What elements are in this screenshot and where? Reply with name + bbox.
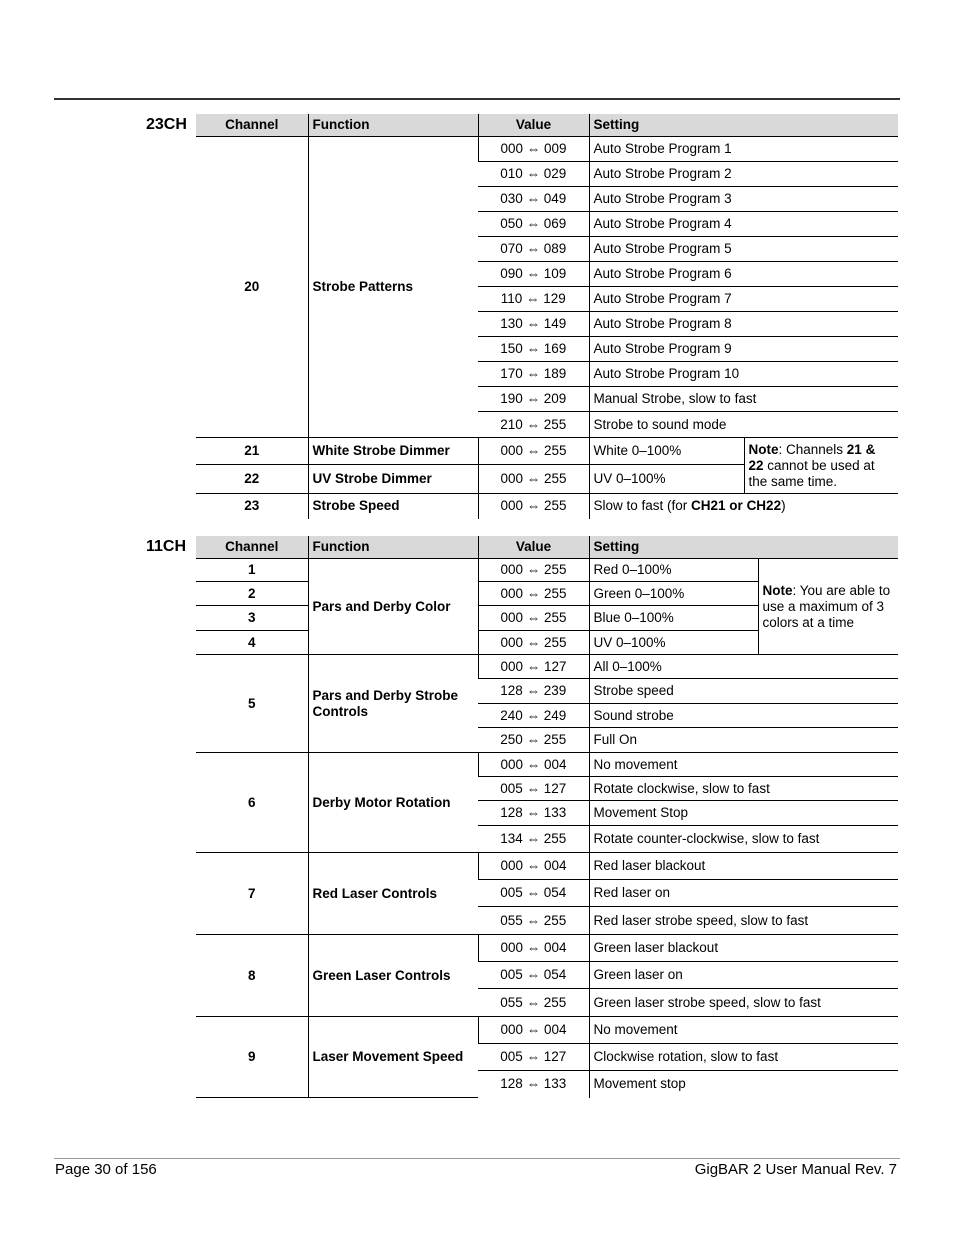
table-header-row [196,114,898,137]
value-range: 170 ⇔ 189 [478,362,589,387]
section-label-11ch: 11CH [146,538,187,555]
note-text: : You are able to use a maximum of 3 colors at a time [762,582,891,630]
value-range: 000 ⇔ 127 [478,655,589,679]
function-name: Strobe Patterns [308,137,478,438]
value-range: 000 ⇔ 255 [478,559,589,582]
channel-number: 4 [196,631,308,655]
value-range: 050 ⇔ 069 [478,212,589,237]
section-label-23ch: 23CH [146,116,187,133]
function-name: Laser Movement Speed [308,1017,478,1098]
channel-number: 2 [196,582,308,606]
setting-text [589,494,898,519]
value-range: 000 ⇔ 004 [478,753,589,777]
value-range: 000 ⇔ 004 [478,935,589,962]
setting-text: Red laser blackout [589,853,898,880]
function-name: Derby Motor Rotation [308,753,478,853]
setting-text: Auto Strobe Program 3 [589,187,898,212]
header-channel: Channel [196,536,308,559]
setting-text: No movement [589,753,898,777]
value-range: 005 ⇔ 127 [478,1044,589,1071]
setting-text: Rotate counter-clockwise, slow to fast [589,826,898,853]
table-row [196,935,898,962]
setting-text: Red 0–100% [589,559,758,582]
setting-text: Full On [589,728,898,753]
setting-text: Strobe to sound mode [589,412,898,438]
setting-text: Strobe speed [589,679,898,704]
header-function: Function [308,536,478,559]
channel-number: 8 [196,935,308,1017]
value-range: 000 ⇔ 009 [478,137,589,162]
setting-text: Sound strobe [589,704,898,728]
note-channels: 21 & 22 [748,441,876,473]
setting-text: No movement [589,1017,898,1044]
setting-text: UV 0–100% [589,631,758,655]
channel-number: 9 [196,1017,308,1098]
value-range: 128 ⇔ 133 [478,801,589,826]
channel-number: 23 [244,498,260,514]
setting-text: Movement Stop [589,801,898,826]
channel-number: 22 [196,465,308,494]
function-name: Green Laser Controls [308,935,478,1017]
table-header-row [196,536,898,559]
value-range: 240 ⇔ 249 [478,704,589,728]
value-range: 134 ⇔ 255 [478,826,589,853]
footer-rule [54,1158,900,1159]
value-range: 000 ⇔ 255 [478,606,589,631]
note-text: : Channels [778,441,847,457]
function-name: Strobe Speed [308,494,478,519]
value-range: 055 ⇔ 255 [478,989,589,1017]
setting-text: Green laser on [589,962,898,989]
function-name: Red Laser Controls [308,853,478,935]
header-setting: Setting [589,114,898,137]
setting-text: Red laser on [589,880,898,907]
table-row [196,438,898,465]
value-range: 000 ⇔ 255 [478,438,589,465]
function-name: Pars and Derby Strobe Controls [308,655,478,753]
value-range: 070 ⇔ 089 [478,237,589,262]
value-range: 128 ⇔ 239 [478,679,589,704]
setting-text: Auto Strobe Program 4 [589,212,898,237]
value-range: 190 ⇔ 209 [478,387,589,412]
channel-number: 6 [196,753,308,853]
note-channels-21-22 [744,438,898,494]
manual-title: GigBAR 2 User Manual Rev. 7 [694,1161,897,1178]
setting-text: Auto Strobe Program 9 [589,337,898,362]
table-row [196,655,898,679]
setting-text: Auto Strobe Program 6 [589,262,898,287]
value-range: 005 ⇔ 054 [478,880,589,907]
value-range: 030 ⇔ 049 [478,187,589,212]
table-row [196,853,898,880]
setting-text: Auto Strobe Program 10 [589,362,898,387]
table-row [196,494,898,519]
value-range: 210 ⇔ 255 [478,412,589,438]
table-row [196,137,898,162]
setting-text: Blue 0–100% [589,606,758,631]
table-row [196,559,898,582]
value-range: 055 ⇔ 255 [478,907,589,935]
note-label: Note [748,441,779,457]
value-range: 250 ⇔ 255 [478,728,589,753]
setting-text: Red laser strobe speed, slow to fast [589,907,898,935]
header-function: Function [308,114,478,137]
setting-text: Auto Strobe Program 2 [589,162,898,187]
header-value: Value [478,114,589,137]
value-range: 005 ⇔ 127 [478,777,589,801]
function-name: UV Strobe Dimmer [308,465,478,494]
value-range: 000 ⇔ 255 [478,465,589,494]
setting-text: Green laser strobe speed, slow to fast [589,989,898,1017]
setting-text: Green 0–100% [589,582,758,606]
channel-number: 7 [196,853,308,935]
page-number: Page 30 of 156 [55,1161,157,1178]
table-11ch [196,536,898,1098]
setting-text: White 0–100% [589,438,744,465]
table-23ch [196,114,898,519]
table-row [196,1017,898,1044]
header-setting: Setting [589,536,898,559]
setting-text: Rotate clockwise, slow to fast [589,777,898,801]
channel-number: 20 [196,137,308,438]
setting-text: Auto Strobe Program 7 [589,287,898,312]
setting-text: Movement stop [589,1071,898,1098]
note-max-colors [758,559,898,655]
value-range: 010 ⇔ 029 [478,162,589,187]
setting-text: Auto Strobe Program 5 [589,237,898,262]
value-range: 110 ⇔ 129 [478,287,589,312]
value-range: 150 ⇔ 169 [478,337,589,362]
header-channel: Channel [196,114,308,137]
setting-text: Green laser blackout [589,935,898,962]
setting-text: UV 0–100% [589,465,744,494]
setting-channels: CH21 or CH22 [691,498,782,514]
channel-number: 21 [196,438,308,465]
value-range: 000 ⇔ 255 [478,631,589,655]
value-range: 128 ⇔ 133 [500,1076,567,1092]
value-range: 090 ⇔ 109 [478,262,589,287]
value-range: 000 ⇔ 004 [478,1017,589,1044]
note-text: cannot be used at the same time. [748,457,875,489]
setting-prefix: Slow to fast (for [593,498,692,514]
setting-text: Auto Strobe Program 1 [589,137,898,162]
value-range: 000 ⇔ 255 [478,582,589,606]
setting-suffix: ) [781,498,786,514]
value-range: 005 ⇔ 054 [478,962,589,989]
header-value: Value [478,536,589,559]
setting-text: Clockwise rotation, slow to fast [589,1044,898,1071]
channel-number: 5 [196,655,308,753]
value-range: 130 ⇔ 149 [478,312,589,337]
value-range: 000 ⇔ 004 [478,853,589,880]
channel-number: 1 [196,559,308,582]
setting-text: Auto Strobe Program 8 [589,312,898,337]
value-range: 000 ⇔ 255 [478,494,589,519]
setting-text: Manual Strobe, slow to fast [589,387,898,412]
function-name: Pars and Derby Color [308,559,478,655]
setting-text: All 0–100% [589,655,898,679]
table-row [196,753,898,777]
function-name: White Strobe Dimmer [308,438,478,465]
channel-number: 3 [196,606,308,631]
note-label: Note [762,582,793,598]
header-rule [54,98,900,100]
